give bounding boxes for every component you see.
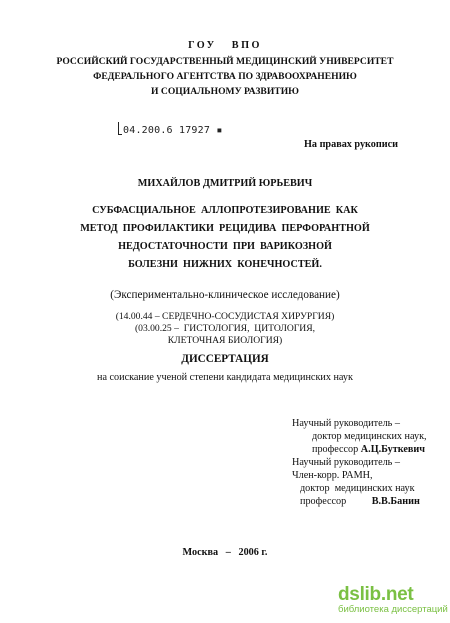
supervisor-2-name: В.В.Банин <box>371 496 420 507</box>
title-line-1: СУБФАСЦИАЛЬНОЕ АЛЛОПРОТЕЗИРОВАНИЕ КАК <box>92 205 358 216</box>
rights-note: На правах рукописи <box>304 139 399 150</box>
stamp-number: 04.200.6 17927 <box>123 125 211 136</box>
supervisor-1-name: А.Ц.Буткевич <box>360 444 426 455</box>
supervisor-1-name-line <box>292 443 427 456</box>
stamp-dash: ▪ <box>210 125 223 136</box>
supervisor-2-rank: Член-корр. РАМН, <box>292 470 373 481</box>
supervisor-1-degree: доктор медицинских наук, <box>312 431 427 442</box>
stamp-bracket <box>118 122 122 135</box>
supervisor-2-title: профессор <box>300 496 372 507</box>
supervisor-2-role: Научный руководитель – <box>292 457 400 468</box>
org-short: ГОУ ВПО <box>188 40 262 51</box>
specialty-line-1: (14.00.44 – СЕРДЕЧНО-СОСУДИСТАЯ ХИРУРГИЯ) <box>115 311 335 322</box>
degree-line: на соискание ученой степени кандидата медицинских наук <box>97 372 353 383</box>
supervisor-1-role: Научный руководитель – <box>292 418 400 429</box>
title-line-3: НЕДОСТАТОЧНОСТИ ПРИ ВАРИКОЗНОЙ <box>118 241 332 252</box>
supervisor-1-title: профессор <box>312 444 361 455</box>
author-name: МИХАЙЛОВ ДМИТРИЙ ЮРЬЕВИЧ <box>137 178 313 189</box>
document-type: ДИССЕРТАЦИЯ <box>181 353 269 365</box>
study-type: (Экспериментально-клиническое исследование) <box>110 289 340 301</box>
supervisors-block <box>292 417 427 508</box>
place-year: Москва – 2006 г. <box>182 547 268 558</box>
supervisor-2-degree: доктор медицинских наук <box>300 483 415 494</box>
registration-stamp <box>118 122 223 136</box>
title-line-2: МЕТОД ПРОФИЛАКТИКИ РЕЦИДИВА ПЕРФОРАНТНОЙ <box>80 223 370 234</box>
dslib-watermark[interactable] <box>338 584 448 620</box>
supervisor-2-name-line <box>292 495 427 508</box>
title-line-4: БОЛЕЗНИ НИЖНИХ КОНЕЧНОСТЕЙ. <box>128 259 322 270</box>
specialty-line-2: (03.00.25 – ГИСТОЛОГИЯ, ЦИТОЛОГИЯ, <box>134 323 316 334</box>
agency-line: ФЕДЕРАЛЬНОГО АГЕНТСТВА ПО ЗДРАВООХРАНЕНИЮ <box>93 71 357 82</box>
watermark-brand: dslib.net <box>338 584 414 605</box>
specialty-line-3: КЛЕТОЧНАЯ БИОЛОГИЯ) <box>167 335 283 346</box>
agency-line-2: И СОЦИАЛЬНОМУ РАЗВИТИЮ <box>151 86 299 97</box>
university-line: РОССИЙСКИЙ ГОСУДАРСТВЕННЫЙ МЕДИЦИНСКИЙ УНИВЕРСИТЕТ <box>56 56 394 67</box>
watermark-subtitle: библиотека диссертаций <box>338 604 448 615</box>
